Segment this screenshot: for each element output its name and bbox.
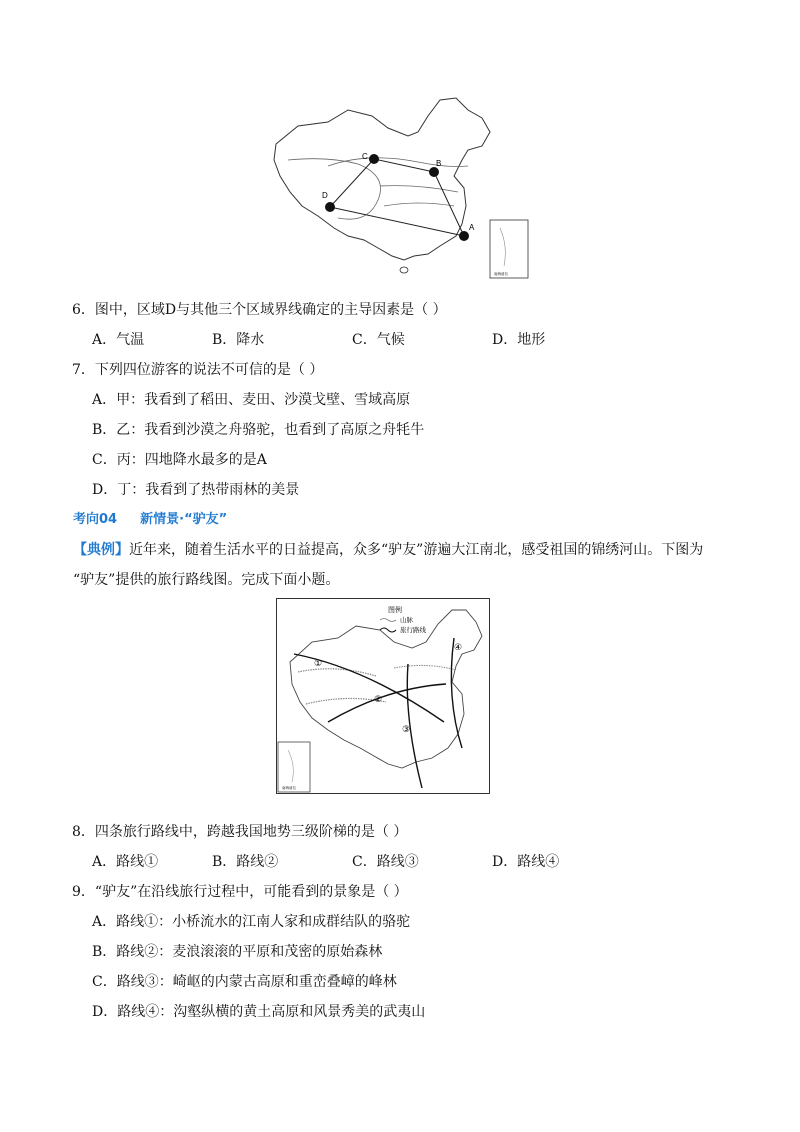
q6-option-b[interactable]: B．降水 — [212, 332, 265, 348]
q8-option-b[interactable]: B．路线② — [212, 854, 279, 870]
china-map-regions — [268, 96, 530, 282]
q9-stem: 9．“驴友”在沿线旅行过程中，可能看到的景象是（ ） — [72, 884, 408, 900]
label-a: A — [469, 223, 475, 232]
q6-options — [0, 330, 800, 350]
inset-label: 南海诸岛 — [282, 786, 296, 790]
section-header — [73, 510, 227, 530]
point-c — [369, 154, 379, 164]
point-d — [325, 202, 335, 212]
section-number: 考向04 — [73, 512, 118, 527]
legend-mountain: 山脉 — [400, 616, 413, 624]
route-label-1: ① — [314, 659, 323, 669]
q7-option-c[interactable]: C．丙：四地降水最多的是A — [92, 452, 267, 468]
q6-option-a[interactable]: A．气温 — [92, 332, 145, 348]
example-text-1: 近年来，随着生活水平的日益提高，众多“驴友”游遍大江南北，感受祖国的锦绣河山。下图为 — [129, 542, 704, 558]
section-title: 新情景·“驴友” — [140, 512, 228, 527]
south-sea-inset — [278, 742, 310, 792]
example-line-2: “驴友”提供的旅行路线图。完成下面小题。 — [73, 572, 340, 588]
route-label-3: ③ — [402, 725, 411, 735]
q6-stem: 6．图中，区域D与其他三个区域界线确定的主导因素是（ ） — [72, 302, 447, 318]
q8-option-c[interactable]: C．路线③ — [352, 854, 419, 870]
point-b — [429, 167, 439, 177]
label-d: D — [322, 191, 328, 200]
q7-option-d[interactable]: D．丁：我看到了热带雨林的美景 — [92, 482, 300, 498]
q8-option-d[interactable]: D．路线④ — [492, 854, 560, 870]
q6-option-c[interactable]: C．气候 — [352, 332, 405, 348]
inset-label: 南海诸岛 — [494, 272, 508, 276]
legend-route: 旅行路线 — [400, 626, 426, 634]
south-sea-inset — [490, 220, 528, 278]
route-label-2: ② — [374, 695, 383, 705]
q9-option-d[interactable]: D．路线④：沟壑纵横的黄土高原和风景秀美的武夷山 — [92, 1004, 426, 1020]
q6-option-d[interactable]: D．地形 — [492, 332, 546, 348]
label-b: B — [436, 159, 442, 168]
q9-option-a[interactable]: A．路线①：小桥流水的江南人家和成群结队的骆驼 — [92, 914, 411, 930]
label-c: C — [362, 152, 368, 161]
q8-stem: 8．四条旅行路线中，跨越我国地势三级阶梯的是（ ） — [72, 824, 408, 840]
q9-option-b[interactable]: B．路线②：麦浪滚滚的平原和茂密的原始森林 — [92, 944, 383, 960]
legend-title: 图例 — [388, 606, 402, 614]
china-travel-route-map — [276, 598, 490, 794]
route-label-4: ④ — [454, 643, 463, 653]
point-a — [459, 231, 469, 241]
china-outline — [274, 98, 490, 260]
q9-option-c[interactable]: C．路线③：崎岖的内蒙古高原和重峦叠嶂的峰林 — [92, 974, 397, 990]
example-line-1 — [73, 540, 703, 560]
q8-option-a[interactable]: A．路线① — [92, 854, 159, 870]
q7-option-b[interactable]: B．乙：我看到沙漠之舟骆驼，也看到了高原之舟牦牛 — [92, 422, 425, 438]
q7-option-a[interactable]: A．甲：我看到了稻田、麦田、沙漠戈壁、雪域高原 — [92, 392, 411, 408]
q7-stem: 7．下列四位游客的说法不可信的是（ ） — [72, 362, 324, 378]
example-tag: 【典例】 — [73, 542, 129, 558]
q8-options — [0, 852, 800, 872]
